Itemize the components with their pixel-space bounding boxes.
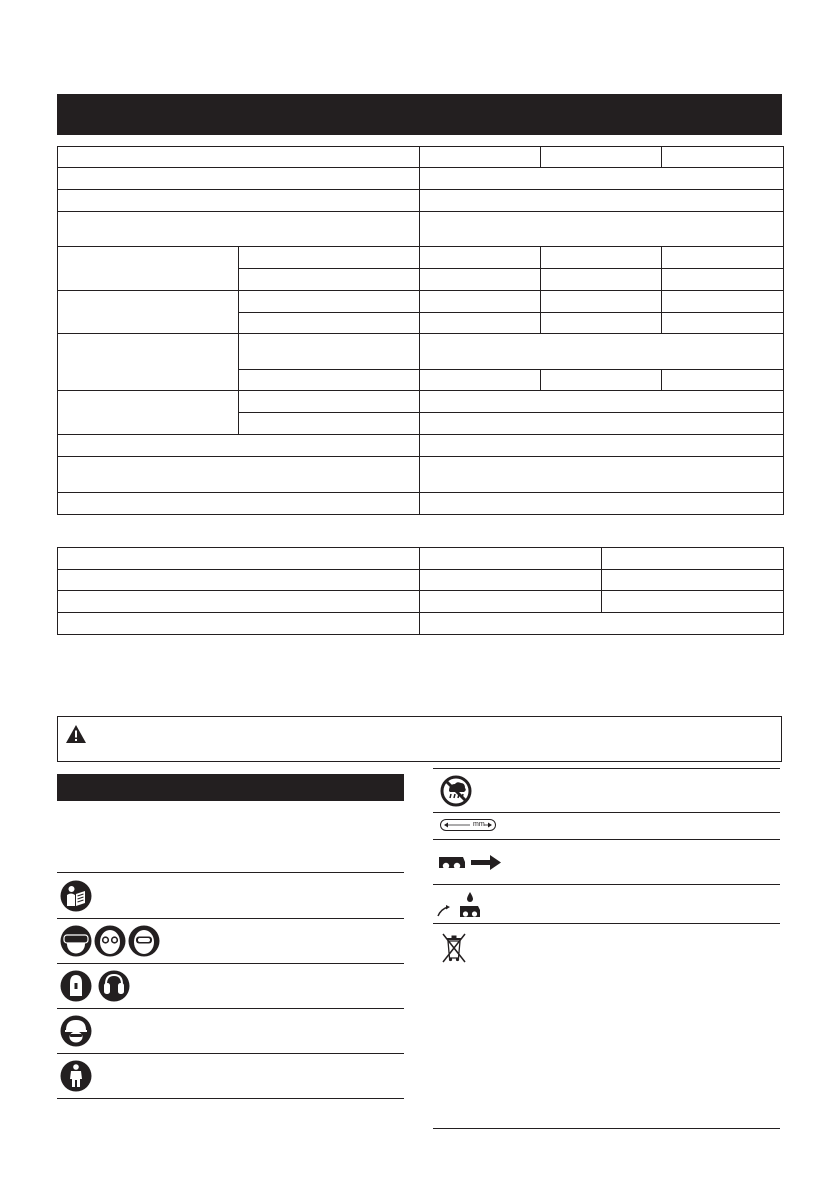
table-row bbox=[58, 190, 784, 212]
table-cell bbox=[239, 413, 420, 435]
table-cell bbox=[420, 247, 541, 269]
table-cell bbox=[239, 291, 420, 313]
divider bbox=[57, 1053, 404, 1054]
table-cell bbox=[662, 247, 784, 269]
table-cell bbox=[58, 190, 420, 212]
table-cell bbox=[239, 391, 420, 413]
table-cell bbox=[420, 147, 541, 168]
table-cell bbox=[58, 147, 420, 168]
table-cell bbox=[58, 291, 239, 334]
table-cell bbox=[602, 548, 784, 570]
table-cell bbox=[58, 493, 420, 515]
table-row bbox=[58, 334, 784, 370]
table-row bbox=[58, 591, 784, 613]
protective-clothing-icon bbox=[60, 1060, 92, 1092]
table-cell bbox=[420, 570, 602, 591]
table-cell bbox=[58, 391, 239, 435]
eye-face-protection-icon bbox=[60, 925, 160, 957]
table-row bbox=[58, 493, 784, 515]
crossed-out-bin-icon bbox=[441, 932, 467, 964]
warning-triangle-icon bbox=[66, 725, 86, 743]
table-row bbox=[58, 168, 784, 190]
table-row bbox=[58, 457, 784, 493]
warning-box bbox=[57, 716, 782, 762]
divider bbox=[57, 1008, 404, 1009]
section-header-bar bbox=[57, 94, 782, 135]
table-cell bbox=[239, 370, 420, 391]
table-row bbox=[58, 570, 784, 591]
oil-adjust-icon bbox=[436, 890, 484, 920]
no-rain-exposure-icon bbox=[440, 775, 472, 807]
table-cell bbox=[58, 334, 239, 391]
table-cell bbox=[662, 291, 784, 313]
divider bbox=[433, 884, 780, 885]
table-cell bbox=[420, 548, 602, 570]
table-cell bbox=[58, 457, 420, 493]
table-row bbox=[58, 548, 784, 570]
table-cell bbox=[541, 147, 662, 168]
table-cell bbox=[420, 291, 541, 313]
divider bbox=[433, 1128, 780, 1129]
table-cell bbox=[662, 313, 784, 334]
table-cell bbox=[58, 591, 420, 613]
read-manual-icon bbox=[60, 880, 92, 912]
guide-bar-unit-label: mm bbox=[473, 821, 485, 828]
table-cell bbox=[239, 269, 420, 291]
chain-direction-icon bbox=[438, 852, 502, 872]
divider bbox=[57, 1098, 404, 1099]
table-cell bbox=[420, 591, 602, 613]
secondary-table bbox=[57, 547, 784, 635]
table-cell bbox=[58, 212, 420, 247]
ear-protection-icon bbox=[60, 970, 132, 1002]
table-cell bbox=[662, 370, 784, 391]
table-cell bbox=[420, 168, 784, 190]
table-cell bbox=[662, 147, 784, 168]
table-cell bbox=[58, 435, 420, 457]
table-row bbox=[58, 212, 784, 247]
divider bbox=[57, 963, 404, 964]
table-cell bbox=[58, 548, 420, 570]
table-cell bbox=[239, 313, 420, 334]
table-cell bbox=[58, 247, 239, 291]
divider bbox=[433, 812, 780, 813]
table-cell bbox=[420, 413, 784, 435]
guide-bar-length-icon bbox=[440, 819, 496, 831]
table-cell bbox=[420, 190, 784, 212]
divider bbox=[433, 923, 780, 924]
table-cell bbox=[58, 570, 420, 591]
table-cell bbox=[420, 493, 784, 515]
divider bbox=[433, 768, 780, 769]
table-cell bbox=[420, 313, 541, 334]
table-cell bbox=[420, 370, 541, 391]
table-cell bbox=[541, 291, 662, 313]
table-cell bbox=[420, 269, 541, 291]
table-cell bbox=[602, 570, 784, 591]
table-cell bbox=[420, 334, 784, 370]
divider bbox=[57, 918, 404, 919]
table-cell bbox=[541, 370, 662, 391]
table-row bbox=[58, 435, 784, 457]
table-cell bbox=[541, 269, 662, 291]
table-cell bbox=[420, 457, 784, 493]
table-row bbox=[58, 391, 784, 413]
symbols-header-bar bbox=[57, 774, 404, 801]
table-cell bbox=[420, 435, 784, 457]
specification-table bbox=[57, 146, 784, 515]
table-row bbox=[58, 291, 784, 313]
table-cell bbox=[541, 313, 662, 334]
table-cell bbox=[420, 613, 784, 635]
table-cell bbox=[662, 269, 784, 291]
table-cell bbox=[239, 334, 420, 370]
table-row bbox=[58, 247, 784, 269]
table-cell bbox=[541, 247, 662, 269]
table-cell bbox=[58, 613, 420, 635]
divider bbox=[57, 872, 404, 873]
table-cell bbox=[420, 391, 784, 413]
table-cell bbox=[58, 168, 420, 190]
table-cell bbox=[239, 247, 420, 269]
divider bbox=[433, 839, 780, 840]
helmet-protection-icon bbox=[60, 1015, 92, 1047]
table-cell bbox=[602, 591, 784, 613]
table-cell bbox=[420, 212, 784, 247]
table-row bbox=[58, 147, 784, 168]
table-row bbox=[58, 613, 784, 635]
